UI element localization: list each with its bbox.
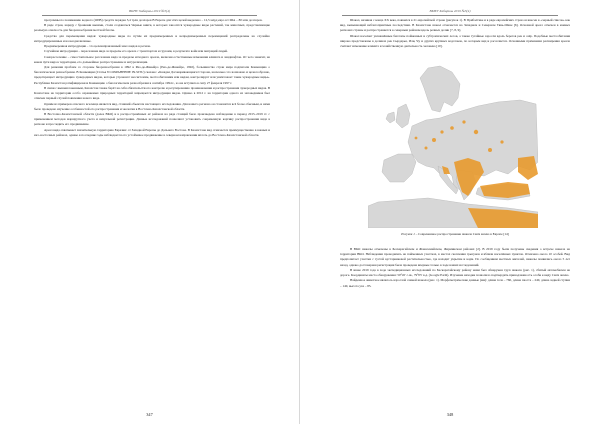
range-map-figure (368, 62, 538, 228)
paragraph: Шакал, начиная с конца XX века, появился в 21 европейской стране (рисунок 1). В Прибалтике и в ряде европейских стран он внесен в «черный список» как вид, вызывающий неблагоприятные последствия. В Казахстане шакал отмечается на Западном и Северном Тянь-Шане [6]. Основной ареал отмечен в южных регионах страны и распространяется к северным районам вдоль речных долин [7, 8, 9]. (340, 18, 570, 33)
running-header: ВКНУ Хабаршы 2019 №3(4) (129, 9, 170, 13)
jackal-record-dot (474, 130, 478, 134)
header-rule (342, 15, 558, 16)
jackal-record-dot (440, 130, 443, 133)
paragraph: Средства для перемещения видов: чужеродные виды по путям их преднамеренных и непреднамеренных перемещений распределены на случайно интродуцированные и на неоднозначные. (34, 33, 270, 43)
right-page-body-bottom (340, 247, 570, 289)
paragraph: В ряде стран, наряду с бранками вынами, стали создаваться Черные книги, в которых заносятся чужеродные виды растений, так животных, представляющие реальную опасность для биоразнообразия местной биоты. (34, 23, 270, 33)
paragraph: Ареал вида охватывает значительную территорию Евразии: от Западной Европы до Дальнего Востока. В Казахстане вид отмечается преимущественно в южных и юго-восточных районах, однако в последние годы наблюдается его устойчивое продвижение в северном направлении вплоть до Восточно-Казахстанской области. (34, 127, 270, 137)
paragraph: Одним из примеров опасного вселенца является вид, ставший объектом настоящего исследования. Для нашего региона он становится всё более обычным, и нами было проведено изучение особенностей его распространения и экологии в Восточно-Казахстанской области. (34, 101, 270, 111)
figure-caption (340, 232, 570, 237)
figure-label: Рисунок 1 (401, 232, 415, 236)
paragraph: В июне 2019 года в ходе экспедиционных исследований по Бескарагайскому району нами был обнаружен труп шакала (рис. 1), сбитый автомобилем на дороге. Координаты места обнаружения: 50°45′ с.ш., 79°05′ в.д. (Google Earth). Изучение находки позволило подтвердить принадлежность особи к виду Canis aureus. (340, 267, 570, 278)
right-page (300, 0, 600, 424)
jackal-record-dot (432, 138, 436, 142)
page-number: 348 (446, 412, 454, 417)
jackal-record-dot (500, 140, 503, 143)
running-header: ВКНУ Хабаршы 2019 №3(4) (429, 9, 471, 13)
paragraph: Преднамеренная интродукция – это целенаправленный завоз видов в регион. (44, 44, 151, 49)
paragraph: В ВКО шакалы отмечены в Бескарагайском и Жанасемейском, Жарминском районах [2]. В 2019 году были получены сведения о встрече шакала на территории ВКО. Наблюдения проводились на пойменных участках, в местах скопления грызунов и вблизи населённых пунктов. Отмечено около 10 особей. Вид предпочитает участки с густой кустарниковой растительностью, где находит укрытие и корм. По сообщениям местных жителей, шакалы появились около 5 лет назад, однако достоверная регистрация была проведена впервые только в ходе наших исследований. (340, 247, 570, 267)
right-page-body-top (340, 18, 570, 49)
jackal-record-dot (425, 147, 428, 150)
paragraph: В Восточно-Казахстанской области (далее ВКО) и в распространённых её районах на ряде станций было произведено наблюдение в период 2015–2019 гг. с применением методов маршрутного учета и визуальной регистрации. Данные исследований позволяют установить современную картину распространения вида в регионе и проследить его продвижение. (34, 111, 270, 127)
paragraph: Случайная интродукция – переселение вида за пределы его ареала с транспортом и грузами, в результате войн или миграций людей. (44, 49, 228, 54)
paragraph: Саморасселение – самостоятельное расселение вида за пределы исходного ареала, включая естественные изменения климата и ландшафтов. От чего зависит, на каком пути вида к территории, его дальнейшее распространение и натурализация. (34, 54, 270, 64)
jackal-record-dot (415, 137, 418, 140)
jackal-record-dot (488, 148, 492, 152)
europe-range-map (368, 62, 538, 228)
header-rule (42, 15, 257, 16)
page-number: 347 (146, 412, 153, 417)
paragraph: Шакал населяет увлажнённые биотопы пойменных и субтропических лесов, а также тугайные заросли вдоль берегов рек и озёр. Подобные местообитания широко представлены в долинах рек Сырдарья, Или, Чу и других крупных водотоков, по которым вид и расселяется. Основными причинами расширения ареала считают изменение климата и хозяйственную деятельность человека [10]. (340, 33, 570, 49)
jackal-record-dot (450, 126, 454, 130)
jackal-record-dot (462, 120, 465, 123)
paragraph: Найденное животное являлось взрослой самкой шакала (рис. 1). Морфометрические данные (мм): длина тела – 760, длина хвоста – 240, длина задней ступни – 140, высота уха – 85. (340, 278, 570, 288)
figure-caption-text: – Современное распространение шакала Canis aureus в Европе [14] (414, 232, 509, 236)
paragraph: В связи с вышеизложенным, Казахстан также берёт на себя обязательства по контролю и регулированию проникновения и распространения чужеродных видов. В Казахстане на территории особо охраняемых природных территорий запрещается интродукция видов. Однако в 2012 г. на территории одного из заповедников был отмечен первый случай появления нового вида. (34, 85, 270, 101)
left-page-body (34, 18, 270, 138)
paragraph: Для решения проблем со стороны биоразнообразия в 1992 в Рио-де-Жанейро (Рио-де-Жанейро, 1992), большинство стран мира подписали Конвенцию о биологическом разнообразии. В Конвенции (Статья 8 СОХРАНЕНИЕ IN-SITU) сказано: «Каждая Договаривающаяся Сторона, насколько это возможно и целесообразно, предотвращает интродукцию чужеродных видов, которые угрожают экосистемам, местообитаниям или видам, контролирует или уничтожает такие чужеродные виды». Республика Казахстан ратифицировала Конвенцию о биологическом разнообразии в сентябре 1994 г., и она вступила в силу 27 февраля 1997 г. (34, 64, 270, 85)
paragraph: программы по понижению водного (ОПВ) средств порядка 3,4 трлн долларов В Европе для этих целей выделено – 12,5 млрд евро в США – 80 млн долларов. (44, 18, 263, 22)
